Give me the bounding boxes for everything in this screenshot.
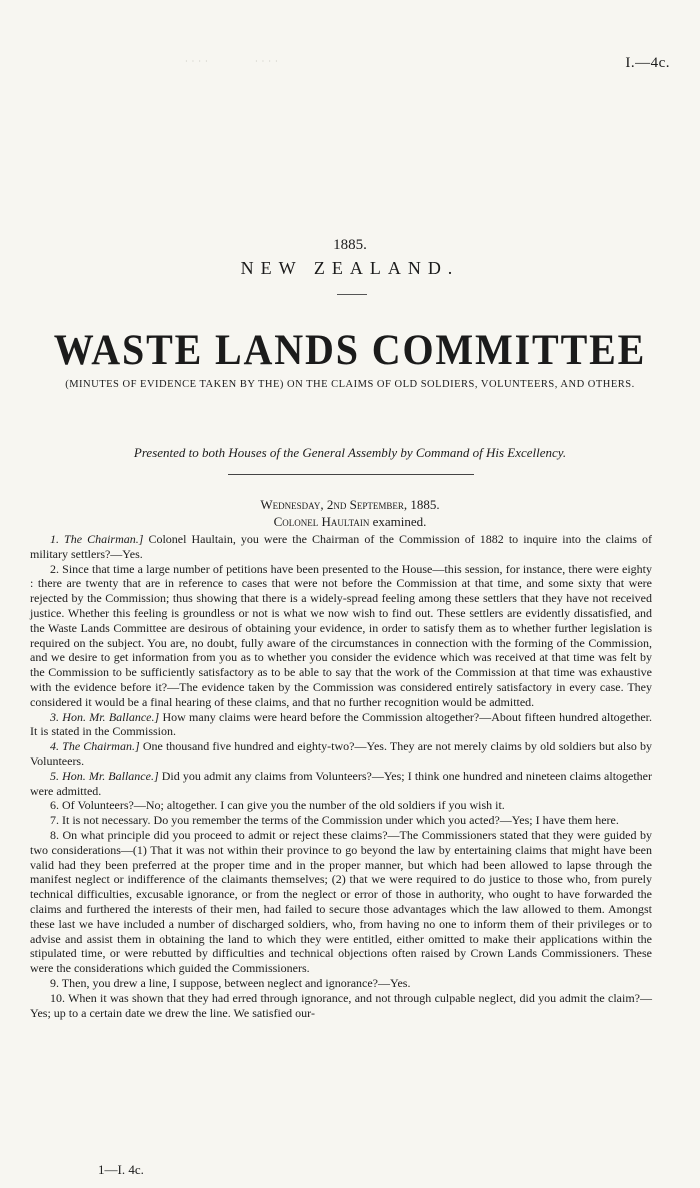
page-signature: 1—I. 4c. bbox=[98, 1162, 144, 1177]
minutes-body bbox=[30, 532, 652, 1020]
witness-name: Colonel Haultain bbox=[273, 514, 370, 529]
presented-line: Presented to both Houses of the General Assembly by Command of His Excellency. bbox=[133, 445, 567, 460]
paragraph bbox=[30, 813, 652, 828]
paragraph-speaker: 8. bbox=[50, 827, 59, 842]
document-number: I.—4c. bbox=[625, 55, 670, 71]
document-subtitle: (MINUTES OF EVIDENCE TAKEN BY THE) ON THE CLAIMS OF OLD SOLDIERS, VOLUNTEERS, AND OTHERS. bbox=[65, 379, 635, 390]
paragraph bbox=[30, 798, 652, 813]
paragraph-text: How many claims were heard before the Commission altogether?—About fifteen hundred altogether. It is stated in the Commission. bbox=[30, 709, 653, 739]
paragraph-speaker: 1. The Chairman.] bbox=[50, 532, 144, 546]
paragraph-speaker: 6. bbox=[50, 798, 59, 813]
paragraph-text: Did you admit any claims from Volunteers?—Yes; I think one hundred and nineteen claims altogether were admitted. bbox=[30, 768, 653, 798]
paragraph-speaker: 2. bbox=[50, 561, 59, 576]
scan-smudge: · · · · bbox=[185, 57, 209, 66]
paragraph bbox=[30, 828, 652, 976]
paragraph-text: It is not necessary. Do you remember the terms of the Commission under which you acted?—Yes; I have them here. bbox=[62, 813, 619, 828]
paragraph-speaker: 5. Hon. Mr. Ballance.] bbox=[50, 768, 159, 783]
paragraph-speaker: 3. Hon. Mr. Ballance.] bbox=[50, 709, 160, 724]
paragraph bbox=[30, 769, 652, 799]
short-divider bbox=[337, 294, 367, 295]
paragraph bbox=[30, 739, 652, 769]
paragraph-speaker: 4. The Chairman.] bbox=[50, 739, 140, 754]
paragraph-text: Then, you drew a line, I suppose, between neglect and ignorance?—Yes. bbox=[61, 975, 411, 990]
country-heading: NEW ZEALAND. bbox=[240, 258, 460, 278]
paragraph bbox=[30, 991, 652, 1021]
paragraph bbox=[30, 532, 652, 562]
session-date: Wednesday, 2nd September, 1885. bbox=[260, 497, 440, 512]
paragraph-speaker: 7. bbox=[50, 813, 59, 828]
paragraph-text: When it was shown that they had erred through ignorance, and not through culpable neglect, did you admit the claim?—Yes; up to a certain date we drew the line. We satisfied our- bbox=[30, 990, 652, 1020]
paragraph bbox=[30, 562, 652, 710]
section-divider bbox=[228, 474, 474, 475]
witness-status: examined. bbox=[372, 514, 427, 529]
paragraph-text: One thousand five hundred and eighty-two?—Yes. They are not merely claims by old soldiers but also by Volunteers. bbox=[30, 739, 653, 768]
paragraph-text: Of Volunteers?—No; altogether. I can give you the number of the old soldiers if you wish it. bbox=[62, 798, 505, 813]
witness-line bbox=[0, 514, 700, 530]
paragraph-text: Since that time a large number of petitions have been presented to the House—this session, for instance, there were eighty : there are twenty that are in reference to cases that were not before the Commission at that time, and some sixty that were rejected by the Commission; thus showing that there is a widely-spread feeling among these settlers that they have not received justice. Whether this feeling is groundless or not is what we now wish to find out. These settlers are evidently dissatisfied, and the Waste Lands Committee are desirous of obtaining your evidence, in order to satisfy them as to whether further legislation is required on the subject. You are, no doubt, fully aware of the circumstances in connection with the forming of the Commission, and we desire to get information from you as to whether you consider the evidence which was received at that time was felt by the Commission to be sufficiently satisfactory as to be able to say that the work of the Commission at that time was exhaustive with the evidence before it?—The evidence taken by the Commission was considered entirely satisfactory in every case. They considered it would be a final hearing of these claims, and that no further recognition would be admitted. bbox=[30, 561, 652, 709]
paragraph-speaker: 9. bbox=[50, 975, 59, 990]
year: 1885. bbox=[333, 237, 367, 253]
paragraph-speaker: 10. bbox=[50, 990, 65, 1005]
paragraph bbox=[30, 710, 652, 740]
paragraph-text: Colonel Haultain, you were the Chairman of the Commission of 1882 to inquire into the claims of military settlers?—Yes. bbox=[30, 532, 653, 561]
document-title: WASTE LANDS COMMITTEE bbox=[53, 327, 647, 374]
scan-smudge: · · · · bbox=[255, 57, 279, 66]
paragraph-text: On what principle did you proceed to admit or reject these claims?—The Commissioners stated that they were guided by two considerations—(1) That it was not within their province to go beyond the law by entertaining claims that might have been valid had they been preferred at the proper time and in the proper manner, but which had been allowed to lapse through the manifest neglect or indifference of the claimants themselves; (2) that we were required to do justice to those who, from purely technical difficulties, excusable ignorance, or from the neglect or error of those in authority, who ought to have forwarded the claims and furthered the interests of their men, had failed to secure those advantages which the law allowed to them. Amongst these last we have included a number of discharged soldiers, who, from having no one to inform them of their privileges or to advise and assist them in obtaining the land to which they were entitled, either omitted to make their applications within the stipulated time, or were rebutted by difficulties and technical objections often raised by Crown Lands Commissioners. These were the considerations which guided the Commissioners. bbox=[30, 827, 652, 976]
paragraph bbox=[30, 976, 652, 991]
